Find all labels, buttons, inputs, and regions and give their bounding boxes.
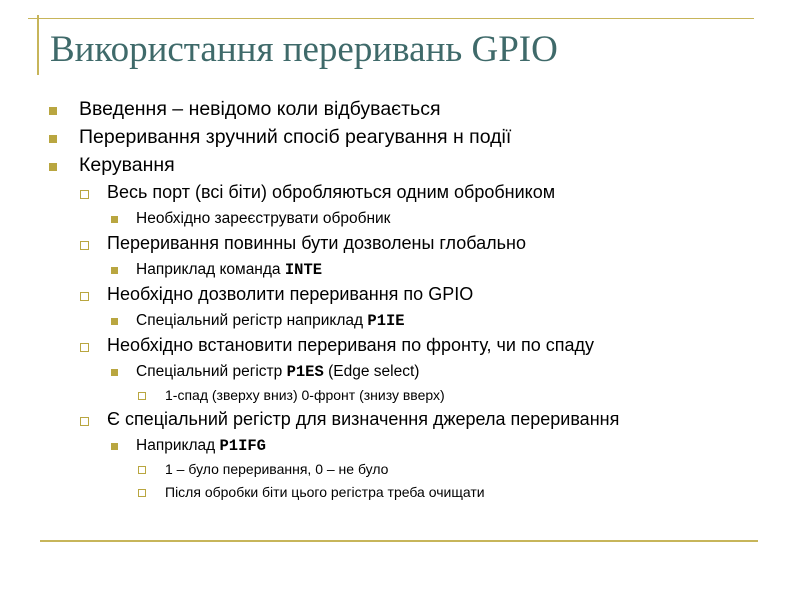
list-item	[0, 311, 800, 335]
list-item	[0, 126, 800, 154]
list-item-text: Є спеціальний регістр для визначення джерела переривання	[107, 409, 620, 429]
list-item-text: Введення – невідомо коли відбувається	[79, 98, 441, 120]
hollow-square-bullet-icon	[138, 466, 146, 474]
list-item	[0, 182, 800, 209]
list-item	[0, 483, 800, 506]
hollow-square-bullet-icon	[138, 392, 146, 400]
square-bullet-icon	[49, 107, 57, 115]
list-item	[0, 335, 800, 362]
list-item-text: Весь порт (всі біти) обробляються одним обробником	[107, 182, 556, 202]
hollow-square-bullet-icon	[138, 489, 146, 497]
hollow-square-bullet-icon	[80, 417, 89, 426]
list-item-text: Після обробки біти цього регістра треба очищати	[165, 484, 485, 500]
bullet-list	[0, 98, 800, 506]
list-item	[0, 409, 800, 436]
list-item	[0, 154, 800, 182]
square-bullet-icon	[111, 267, 118, 274]
list-item-text: Переривання зручний спосіб реагування н події	[79, 126, 512, 148]
list-item	[0, 386, 800, 409]
list-item-text: Необхідно дозволити переривання по GPIO	[107, 284, 474, 304]
list-item	[0, 233, 800, 260]
list-item-text: 1-спад (зверху вниз) 0-фронт (знизу вверх)	[165, 387, 445, 403]
list-item	[0, 260, 800, 284]
title-accent-line	[37, 15, 39, 75]
square-bullet-icon	[111, 443, 118, 450]
list-item-text: Наприклад команда INTE	[136, 261, 323, 279]
hollow-square-bullet-icon	[80, 292, 89, 301]
square-bullet-icon	[49, 163, 57, 171]
code-p1es: P1ES	[286, 363, 324, 381]
square-bullet-icon	[111, 216, 118, 223]
list-item-text: Необхідно встановити перериваня по фронту, чи по спаду	[107, 335, 595, 355]
list-item-text: Наприклад P1IFG	[136, 437, 266, 455]
list-item-text: Керування	[79, 154, 175, 176]
hollow-square-bullet-icon	[80, 343, 89, 352]
list-item-text: Спеціальний регістр наприклад P1IE	[136, 312, 405, 330]
top-divider	[28, 18, 754, 19]
list-item	[0, 362, 800, 386]
list-item-text: 1 – було переривання, 0 – не було	[165, 461, 389, 477]
code-p1ie: P1IE	[367, 312, 405, 330]
list-item	[0, 98, 800, 126]
list-item	[0, 436, 800, 460]
square-bullet-icon	[49, 135, 57, 143]
list-item	[0, 209, 800, 233]
code-p1ifg: P1IFG	[219, 437, 266, 455]
bottom-divider	[40, 540, 758, 542]
hollow-square-bullet-icon	[80, 241, 89, 250]
list-item-text: Необхідно зареєструвати обробник	[136, 210, 391, 227]
list-item-text: Спеціальний регістр P1ES (Edge select)	[136, 363, 420, 381]
square-bullet-icon	[111, 369, 118, 376]
square-bullet-icon	[111, 318, 118, 325]
code-inte: INTE	[284, 261, 323, 279]
hollow-square-bullet-icon	[80, 190, 89, 199]
list-item	[0, 460, 800, 483]
list-item-text: Переривання повинны бути дозволены глобально	[107, 233, 527, 253]
list-item	[0, 284, 800, 311]
slide-title: Використання переривань GPIO	[50, 29, 558, 70]
